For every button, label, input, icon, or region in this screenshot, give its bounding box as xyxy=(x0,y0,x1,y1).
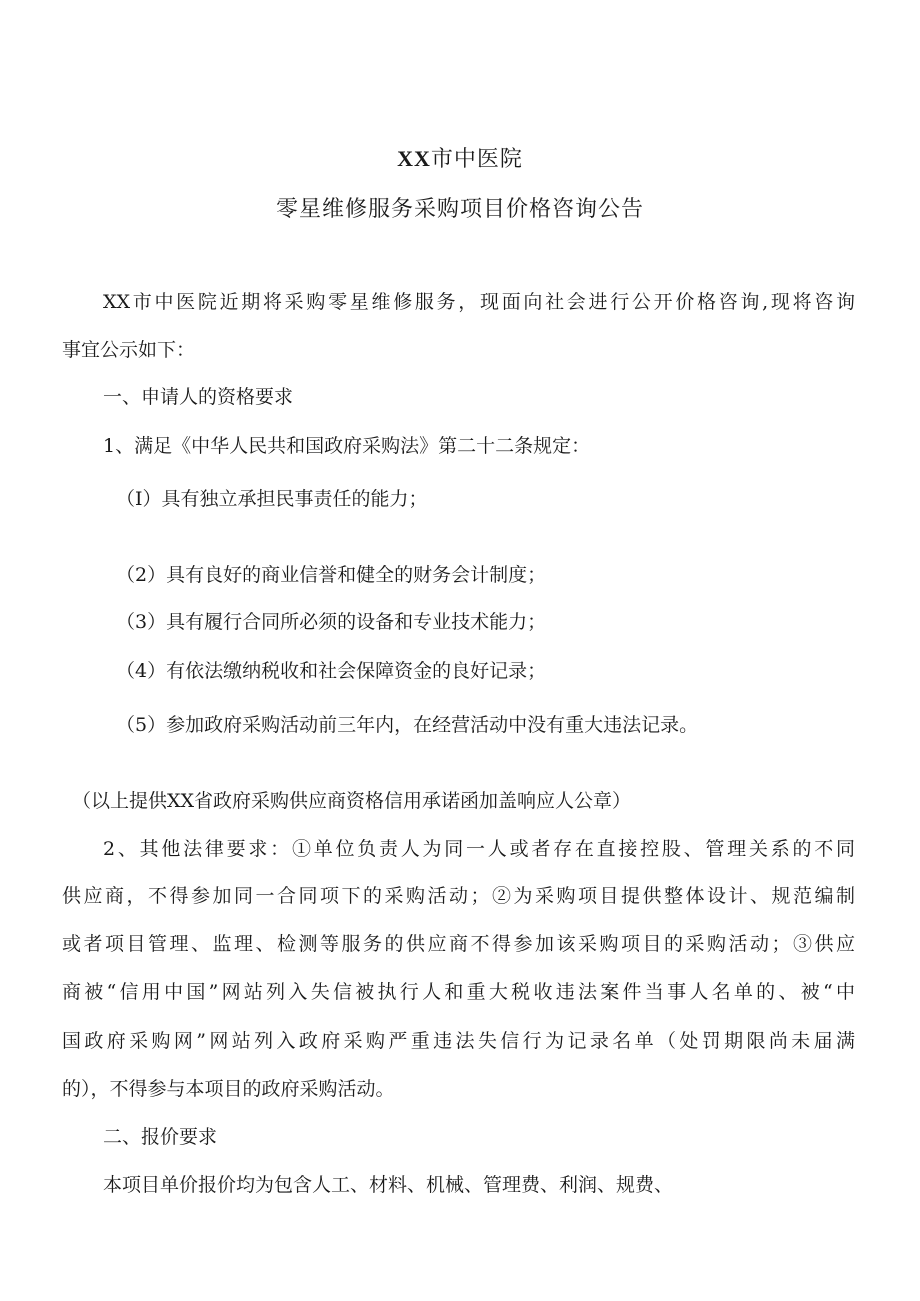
requirement-4: （4）有依法缴纳税收和社会保障资金的良好记录； xyxy=(116,660,547,682)
requirement-1: （I）具有独立承担民事责任的能力； xyxy=(116,488,428,510)
intro-line-1: XX市中医院近期将采购零星维修服务，现面向社会进行公开价格咨询,现将咨询 xyxy=(103,291,855,313)
section-heading-pricing: 二、报价要求 xyxy=(103,1126,218,1148)
document-title-line2: 零星维修服务采购项目价格咨询公告 xyxy=(275,197,644,222)
pricing-paragraph: 本项目单价报价均为包含人工、材料、机械、管理费、利润、规费、 xyxy=(103,1174,674,1196)
requirement-2: （2）具有良好的商业信誉和健全的财务会计制度； xyxy=(116,564,547,586)
title-prefix: XX xyxy=(397,146,431,171)
section-heading-qualifications: 一、申请人的资格要求 xyxy=(103,386,294,408)
item-2-line-6: 的），不得参与本项目的政府采购活动。 xyxy=(62,1078,395,1100)
credit-commitment-note: （以上提供XX省政府采购供应商资格信用承诺函加盖响应人公章） xyxy=(72,790,632,812)
intro-line-2: 事宜公示如下： xyxy=(62,339,196,361)
requirement-5: （5）参加政府采购活动前三年内，在经营活动中没有重大违法记录。 xyxy=(116,714,699,736)
item-1: 1、满足《中华人民共和国政府采购法》第二十二条规定： xyxy=(103,435,591,457)
document-title-line1 xyxy=(0,142,920,173)
item-2-line-4: 商被“信用中国”网站列入失信被执行人和重大税收违法案件当事人名单的、被“中 xyxy=(62,981,855,1003)
item-2-line-2: 供应商，不得参加同一合同项下的采购活动；②为采购项目提供整体设计、规范编制 xyxy=(62,885,855,907)
title-rest: 市中医院 xyxy=(430,147,523,172)
item-2-line-5: 国政府采购网”网站列入政府采购严重违法失信行为记录名单（处罚期限尚未届满 xyxy=(62,1030,855,1052)
item-2-line-1: 2、其他法律要求：①单位负责人为同一人或者存在直接控股、管理关系的不同 xyxy=(103,838,855,860)
requirement-3: （3）具有履行合同所必须的设备和专业技术能力； xyxy=(116,611,547,633)
item-2-line-3: 或者项目管理、监理、检测等服务的供应商不得参加该采购项目的采购活动；③供应 xyxy=(62,933,855,955)
